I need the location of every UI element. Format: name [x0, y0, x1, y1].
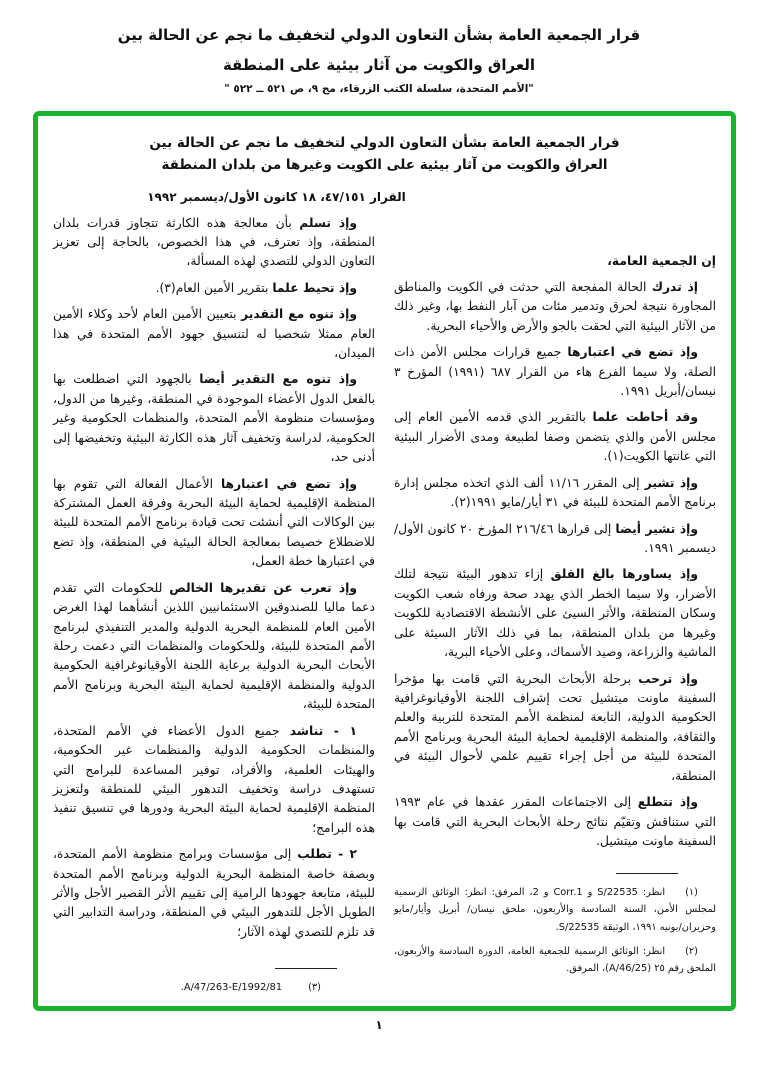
paragraph-lead: وإذ تضع في اعتبارها	[567, 345, 698, 360]
paragraph-lead: وإذ تنوه مع التقدير	[241, 307, 357, 322]
paragraph-text: جميع قرارات مجلس الأمن ذات الصلة، ولا سيما الفرع هاء من القرار ٦٨٧ (١٩٩١) المؤرخ ٣ نيسان/أبريل ١٩٩١.	[394, 345, 716, 399]
paragraph-text: إلى قرارها ٢١٦/٤٦ المؤرخ ٢٠ كانون الأول/ ديسمبر ١٩٩١.	[394, 521, 716, 556]
footnote-number: (١)	[685, 887, 698, 899]
paragraph	[394, 343, 716, 401]
paragraph	[53, 845, 375, 942]
footnote-number: (٣)	[308, 982, 321, 994]
paragraph-lead: ٢ - تطلب	[297, 847, 357, 862]
paragraph-lead: وإذ تسلم	[299, 215, 357, 230]
paragraph-lead: وإذ تشير أيضا	[615, 521, 698, 536]
page-header	[0, 0, 758, 95]
column-right-footnotes	[394, 884, 716, 977]
footnote-number: (٢)	[685, 945, 698, 957]
paragraph	[53, 305, 375, 363]
footnote-text: انظر: S/22535 و Corr.1 و 2، المرفق: انظر: الوثائق الرسمية لمجلس الأمن، السنة السادسة والأربعون، ملحق نيسان/ أبريل وأيار/مايو وحزيران/يونيه ١٩٩١، الوثيقة S/22535.	[394, 887, 716, 933]
paragraph-text: إزاء تدهور البيئة نتيجة لتلك الأضرار، ولا سيما الخطر الذي يهدد صحة ورفاه شعب الكويت وسكان المنطقة، والأثر السيئ على الأنشطة الاقتصادية للكويت وغيرها من بلدان المنطقة، بما في ذلك الآثار السيئة على الماشية والزراعة، وصيد الأسماك، وعلى الأحياء البرية،	[394, 567, 716, 660]
paragraph-text: بالجهود التي اضطلعت بها بالفعل الدول الأعضاء الموجودة في المنطقة، وغيرها من الدول، ومؤسسات منظومة الأمم المتحدة، والمنظمات الحكومية وغير الحكومية، لدراسة وتخفيف آثار هذه الكارثة البيئية وتخفيضها إلى أدنى حد،	[53, 372, 375, 465]
paragraph-lead: وإذ تحيط علما	[272, 280, 357, 295]
paragraph-lead: إن الجمعية العامة،	[607, 253, 716, 268]
paragraph	[394, 565, 716, 662]
paragraph-text: جميع الدول الأعضاء في الأمم المتحدة، والمنظمات الحكومية الدولية والمنظمات غير الحكومية، والهيئات العلمية، والأفراد، توفير المساعدة للبرامج التي تستهدف دراسة وتخفيف التدهور البيئي للمنطقة ولتعزيز المنظمة الإقليمية لحماية البيئة البحرية ودورها في تنسيق تنفيذ هذه البرامج؛	[53, 723, 375, 835]
footnote-text: انظر: الوثائق الرسمية للجمعية العامة، الدورة السادسة والأربعون، الملحق رقم ٢٥ (A/46/25)، المرفق.	[394, 945, 716, 974]
paragraph	[53, 279, 375, 298]
paragraph-text: الحالة المفجعة التي حدثت في الكويت والمناطق المجاورة نتيجة لحرق وتدمير مئات من آبار النفط بها، وغير ذلك من الآثار البيئية التي لحقت بالجو والأرض والأحياء البحرية.	[394, 279, 716, 333]
paragraph-text: بتقرير الأمين العام(٣).	[155, 280, 273, 295]
paragraph-text: إلى الاجتماعات المقرر عقدها في عام ١٩٩٣ التي ستناقش وتقيّم نتائج رحلة الأبحاث البحرية التي قامت بها السفينة ماونت ميتشيل.	[394, 795, 716, 848]
paragraph-lead: وإذ تتطلع	[637, 795, 698, 810]
footnote-separator-right	[616, 873, 678, 874]
paragraph-lead: وإذ تعرب عن تقديرها الخالص	[169, 580, 357, 595]
paragraph	[53, 579, 375, 715]
paragraph-text: الأعمال الفعالة التي تقوم بها المنظمة الإقليمية لحماية البيئة البحرية وفرقة العمل المشتركة بين الوكالات التي أنشئت تحت قيادة برنامج الأمم المتحدة للبيئة للاضطلاع خصيصا بمعالجة الحالة البيئية في المنطقة، وإذ تضع في اعتبارها خطة العمل،	[53, 476, 375, 569]
column-left	[53, 214, 375, 1004]
paragraph-lead: وإذ ترحب	[638, 671, 698, 686]
paragraph-lead: وإذ تشير	[644, 475, 698, 490]
paragraph	[53, 722, 375, 839]
header-source-line: "الأمم المتحدة، سلسلة الكتب الزرقاء، مج ٩، ص ٥٢١ ــ ٥٢٢ "	[224, 83, 534, 95]
green-frame	[33, 111, 736, 1011]
footnote	[394, 943, 716, 977]
paragraph-lead: إذ تدرك	[651, 279, 698, 294]
paragraph-text: للحكومات التي تقدم دعما ماليا للصندوقين الاستئمانيين اللذين أنشأهما لهذا الغرض الأمين العام للمنظمة البحرية الدولية والمدير التنفيذي لبرنامج الأمم المتحدة للبيئة، وللحكومات والمنظمات التي دعمت رحلة الأبحاث البحرية الدولية برعاية اللجنة الأوقيانوغرافية الحكومية الدولية والمنظمة الإقليمية لحماية البيئة البحرية وبرنامج الأمم المتحدة للبيئة،	[53, 580, 375, 712]
page-number: ١	[375, 1018, 383, 1032]
paragraph-text: بالتقرير الذي قدمه الأمين العام إلى مجلس الأمن والذي يتضمن وصفا لطبيعة ومدى الأضرار البيئية التي عانتها الكويت(١).	[394, 410, 716, 464]
paragraph	[53, 214, 375, 272]
paragraph	[394, 252, 716, 271]
document-title-line-2: العراق والكويت من آثار بيئية على الكويت وغيرها من بلدان المنطقة	[161, 157, 608, 174]
paragraph-lead: وإذ تنوه مع التقدير أيضا	[199, 372, 357, 387]
paragraph	[53, 475, 375, 572]
paragraph-text: برحلة الأبحاث البحرية التي قامت بها مؤخرا السفينة ماونت ميتشيل تحت إشراف اللجنة الأوقيانوغرافية الحكومية الدولية، التابعة لمنظمة الأمم المتحدة للتربية والعلم والثقافة، والمنظمة الإقليمية لحماية البيئة البحرية وبرنامج الأمم المتحدة للبيئة من أجل إجراء تقييم علمي لأحوال البيئة في المنطقة،	[394, 671, 716, 783]
paragraph-text: إلى المقرر ١١/١٦ ألف الذي اتخذه مجلس إدارة برنامج الأمم المتحدة للبيئة في ٣١ أيار/مايو ١٩٩١(٢).	[394, 475, 716, 510]
two-column-body	[53, 214, 716, 1004]
resolution-number-line: القرار ٤٧/١٥١، ١٨ كانون الأول/ديسمبر ١٩٩٢	[147, 189, 406, 204]
footnote-separator-left	[275, 968, 337, 969]
paragraph	[53, 370, 375, 467]
header-title-line-2: العراق والكويت من آثار بيئية على المنطقة	[222, 56, 536, 74]
paragraph	[394, 793, 716, 851]
paragraph	[394, 520, 716, 559]
document-title	[53, 132, 716, 177]
column-left-footnotes	[53, 979, 375, 996]
column-right	[394, 214, 716, 1004]
footnote	[53, 979, 375, 996]
paragraph-text: إلى مؤسسات وبرامج منظومة الأمم المتحدة، وبصفة خاصة المنظمة البحرية الدولية وبرنامج الأمم المتحدة للبيئة، متابعة جهودها الرامية إلى تقييم الأثر القصير الأجل والأثر الطويل الأجل للتدهور البيئي في المنطقة، ودراسة التدابير التي قد تلزم للتصدي لهذه الآثار؛	[53, 847, 375, 939]
paragraph-lead: وإذ يساورها بالغ القلق	[550, 567, 698, 582]
footnote-text: A/47/263-E/1992/81.	[180, 982, 283, 994]
paragraph-lead: وقد أحاطت علما	[592, 410, 698, 425]
paragraph	[394, 408, 716, 466]
paragraph	[394, 474, 716, 513]
header-title-line-1: قرار الجمعية العامة بشأن التعاون الدولي لتخفيف ما نجم عن الحالة بين	[117, 26, 641, 44]
paragraph-lead: ١ - تناشد	[289, 723, 357, 738]
paragraph	[394, 670, 716, 787]
paragraph-text: بأن معالجة هذه الكارثة تتجاوز قدرات بلدان المنطقة، وإذ تعترف، في هذا الخصوص، بالحاجة إلى تعزيز التعاون الدولي للتصدي لهذه المسألة،	[53, 215, 375, 269]
paragraph	[394, 278, 716, 336]
document-title-line-1: قرار الجمعية العامة بشأن التعاون الدولي لتخفيف ما نجم عن الحالة بين	[149, 135, 620, 151]
column-left-paragraphs	[53, 214, 375, 943]
paragraph-lead: وإذ تضع في اعتبارها	[220, 476, 357, 491]
paragraph-text: بتعيين الأمين العام لأحد وكلاء الأمين العام ممثلا شخصيا له لتنسيق جهود الأمم المتحدة في هذا الميدان،	[53, 307, 375, 361]
column-right-paragraphs	[394, 252, 716, 852]
footnote	[394, 884, 716, 935]
